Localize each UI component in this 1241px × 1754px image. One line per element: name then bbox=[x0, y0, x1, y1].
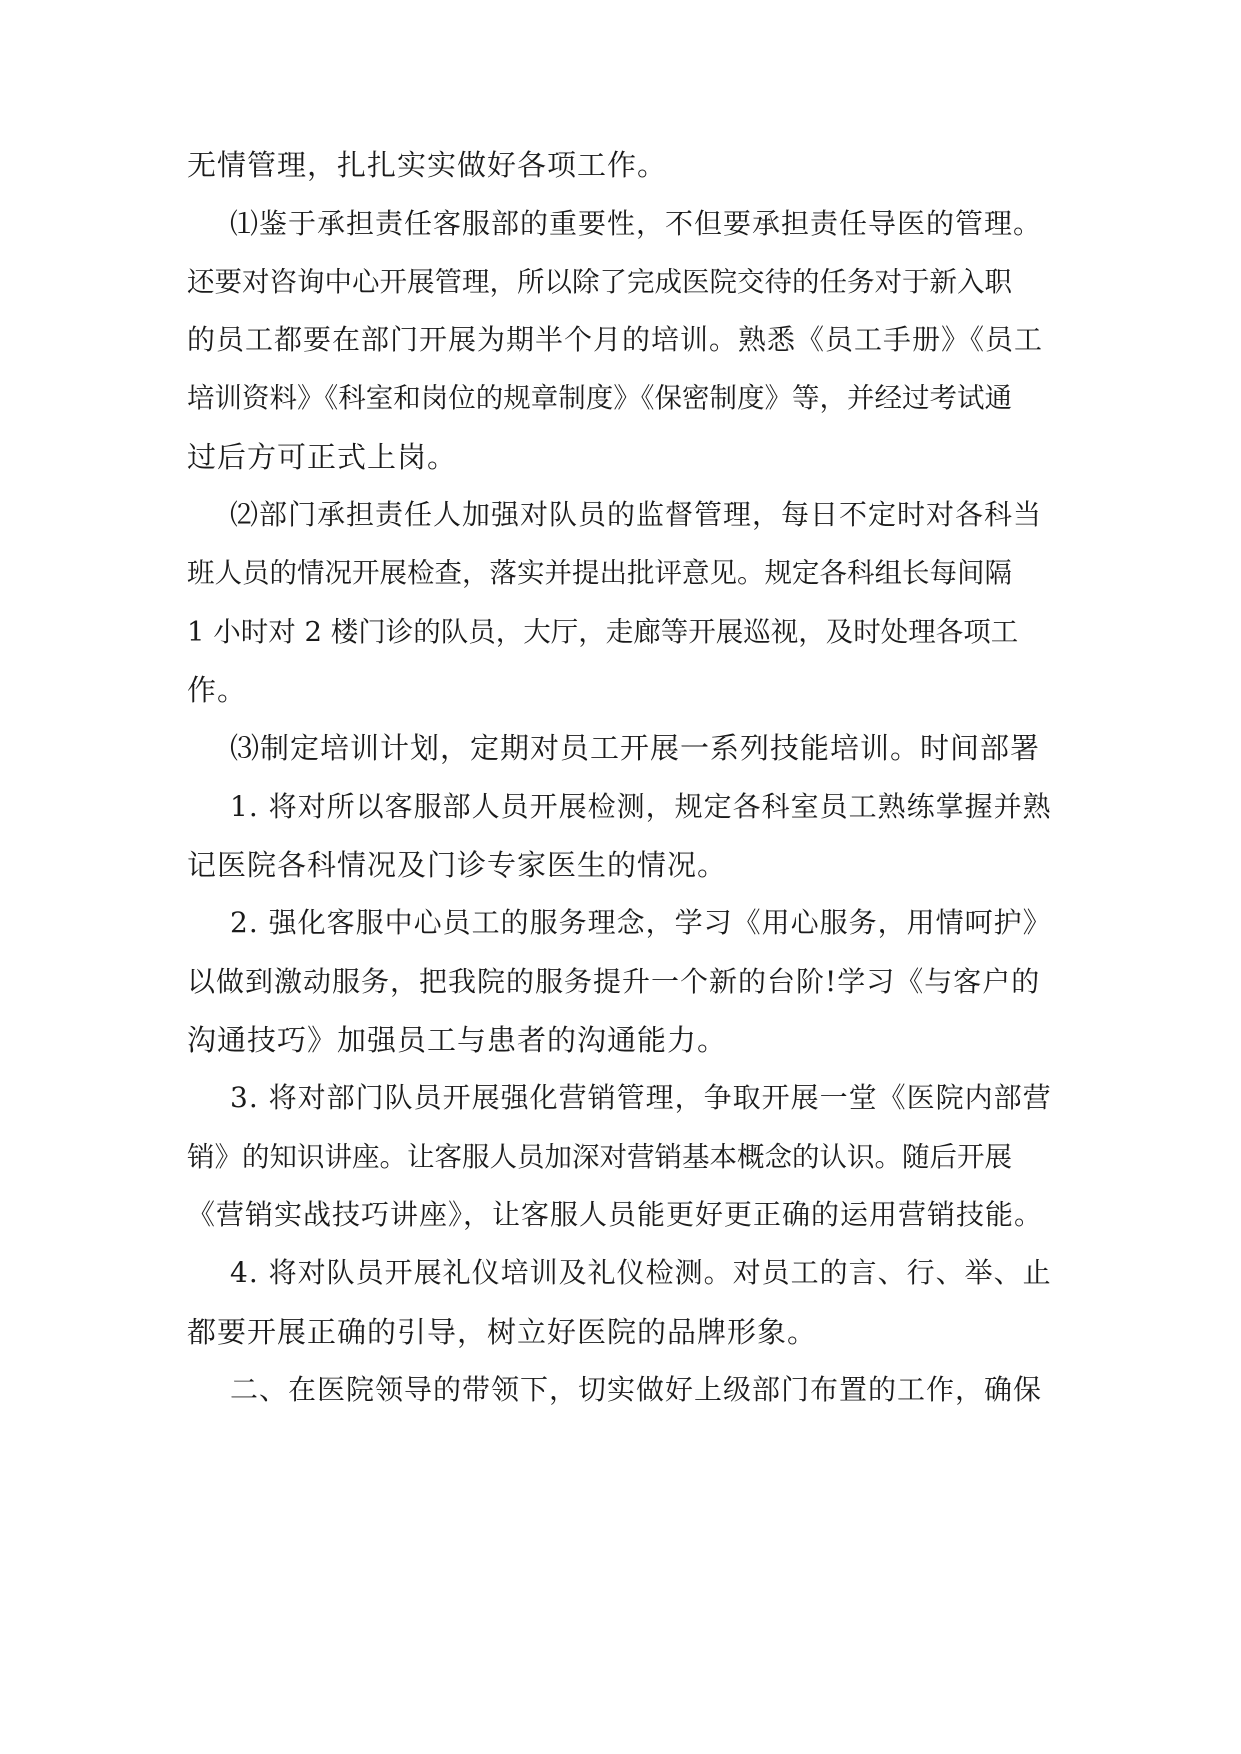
text-line-10: 作。 bbox=[187, 673, 248, 707]
text-line-7: ⑵部门承担责任人加强对队员的监督管理，每日不定时对各科当 bbox=[230, 498, 1043, 531]
text-line-1: 无情管理，扎扎实实做好各项工作。 bbox=[187, 148, 668, 182]
text-line-18: 销》的知识讲座。让客服人员加深对营销基本概念的认识。随后开展 bbox=[187, 1141, 1012, 1173]
text-line-3: 还要对咨询中心开展管理，所以除了完成医院交待的任务对于新入职 bbox=[187, 266, 1012, 298]
text-line-8: 班人员的情况开展检查，落实并提出批评意见。规定各科组长每间隔 bbox=[187, 557, 1012, 589]
text-line-14: 2. 强化客服中心员工的服务理念，学习《用心服务，用情呵护》 bbox=[230, 906, 1052, 939]
text-line-4: 的员工都要在部门开展为期半个月的培训。熟悉《员工手册》《员工 bbox=[187, 323, 1044, 356]
text-line-13: 记医院各科情况及门诊专家医生的情况。 bbox=[187, 848, 728, 882]
text-line-12: 1. 将对所以客服部人员开展检测，规定各科室员工熟练掌握并熟 bbox=[230, 790, 1052, 823]
text-line-22: 二、在医院领导的带领下，切实做好上级部门布置的工作，确保 bbox=[230, 1373, 1043, 1406]
text-line-19: 《营销实战技巧讲座》，让客服人员能更好更正确的运用营销技能。 bbox=[187, 1198, 1044, 1231]
text-line-2: ⑴鉴于承担责任客服部的重要性，不但要承担责任导医的管理。 bbox=[230, 207, 1043, 240]
text-line-5: 培训资料》《科室和岗位的规章制度》《保密制度》等，并经过考试通 bbox=[187, 382, 1012, 414]
text-line-21: 都要开展正确的引导，树立好医院的品牌形象。 bbox=[187, 1315, 818, 1349]
text-line-15: 以做到激动服务，把我院的服务提升一个新的台阶!学习《与客户的 bbox=[187, 965, 1041, 998]
text-line-6: 过后方可正式上岗。 bbox=[187, 440, 458, 474]
text-line-17: 3. 将对部门队员开展强化营销管理，争取开展一堂《医院内部营 bbox=[230, 1081, 1052, 1114]
text-line-20: 4. 将对队员开展礼仪培训及礼仪检测。对员工的言、行、举、止 bbox=[230, 1256, 1052, 1289]
text-line-11: ⑶制定培训计划，定期对员工开展一系列技能培训。时间部署 bbox=[230, 731, 1041, 765]
text-line-9: 1 小时对 2 楼门诊的队员，大厅，走廊等开展巡视，及时处理各项工 bbox=[187, 616, 1019, 648]
text-line-16: 沟通技巧》加强员工与患者的沟通能力。 bbox=[187, 1023, 728, 1057]
